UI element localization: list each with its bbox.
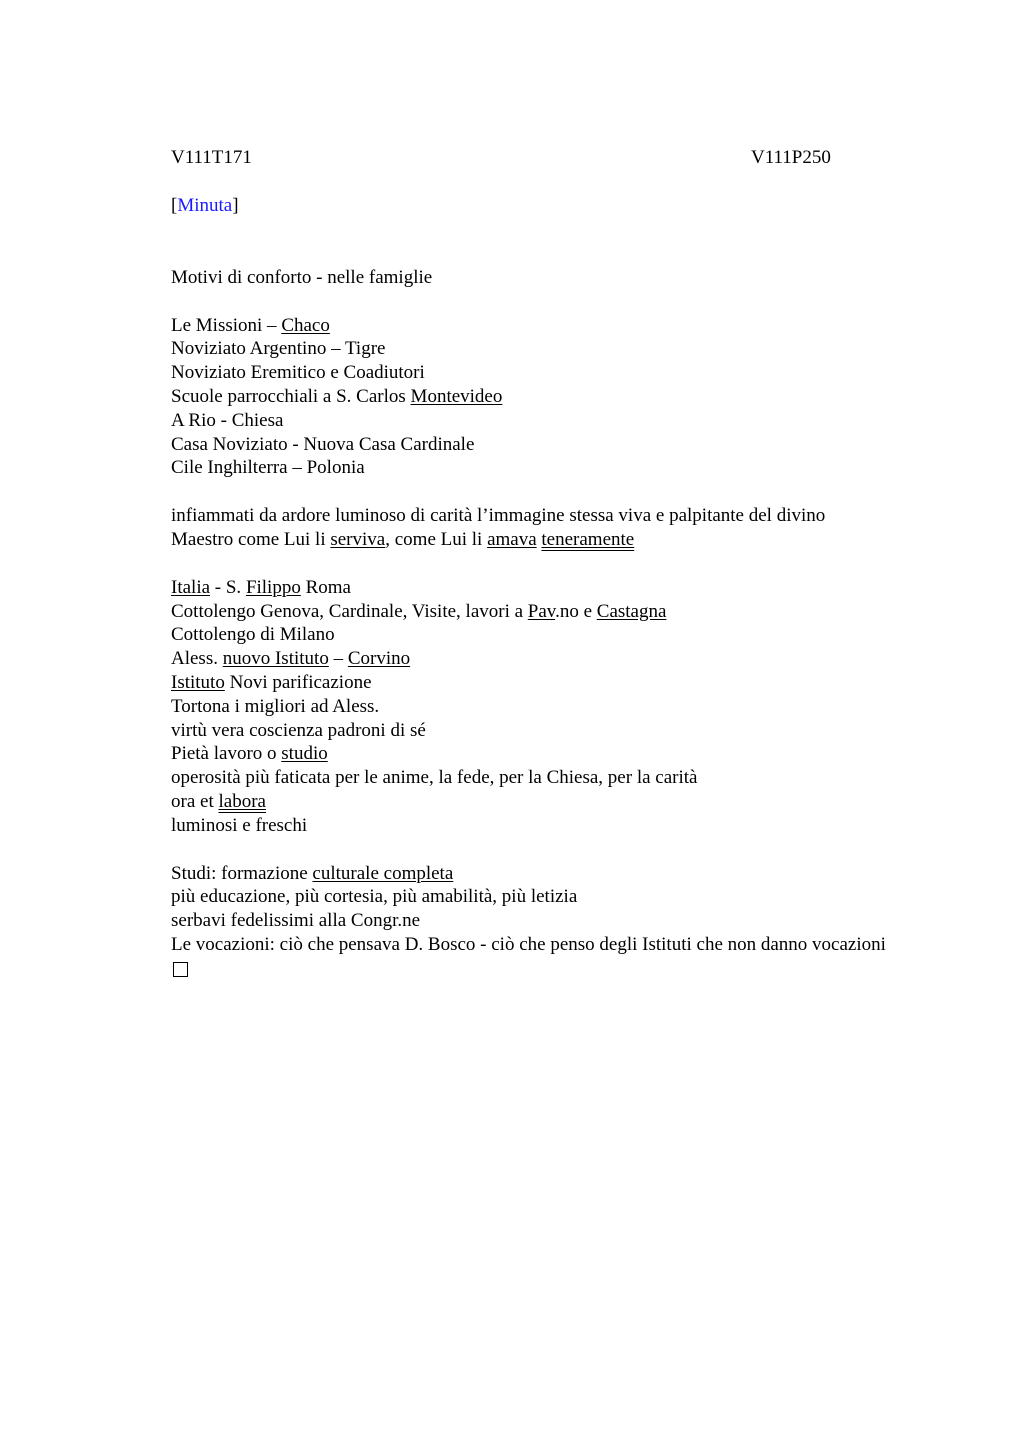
left-code: V111T171	[171, 147, 252, 168]
list-item: luminosi e freschi	[171, 814, 308, 836]
list-item: A Rio - Chiesa	[171, 409, 284, 431]
list-item: Cottolengo di Milano	[171, 624, 335, 646]
studi-list	[171, 862, 891, 984]
list-item: Pietà lavoro o studio	[171, 743, 328, 765]
list-item: Cottolengo Genova, Cardinale, Visite, lavori a Pav.no e Castagna	[171, 600, 667, 622]
list-item: Le vocazioni: ciò che pensava D. Bosco - ciò che penso degli Istituti che non danno vocazioni	[171, 933, 886, 955]
list-item: Aless. nuovo Istituto – Corvino	[171, 648, 411, 670]
list-item: ora et labora	[171, 790, 266, 812]
minuta-tag: [Minuta]	[171, 195, 239, 216]
end-box	[171, 957, 891, 984]
document-header	[171, 146, 891, 170]
document-page	[171, 146, 891, 984]
list-item: Italia - S. Filippo Roma	[171, 576, 351, 598]
list-item: Cile Inghilterra – Polonia	[171, 457, 365, 479]
italia-list	[171, 576, 891, 838]
list-item: più educazione, più cortesia, più amabilità, più letizia	[171, 886, 578, 908]
paragraph: infiammati da ardore luminoso di carità l’immagine stessa viva e palpitante del divino Maestro come Lui li serviva, come Lui li amava teneramente	[171, 505, 826, 550]
right-code: V111P250	[751, 147, 831, 168]
section-title: Motivi di conforto - nelle famiglie	[171, 266, 433, 288]
list-item: Tortona i migliori ad Aless.	[171, 695, 380, 717]
list-item: Studi: formazione culturale completa	[171, 862, 454, 884]
list-item: Le Missioni – Chaco	[171, 314, 330, 336]
list-item: Noviziato Eremitico e Coadiutori	[171, 362, 425, 384]
minuta-link[interactable]: Minuta	[177, 195, 233, 216]
list-item: Casa Noviziato - Nuova Casa Cardinale	[171, 433, 475, 455]
missions-list	[171, 314, 891, 481]
list-item: virtù vera coscienza padroni di sé	[171, 719, 426, 741]
list-item: serbavi fedelissimi alla Congr.ne	[171, 910, 421, 932]
checkbox-square-icon	[173, 962, 188, 977]
list-item: Noviziato Argentino – Tigre	[171, 338, 386, 360]
list-item: operosità più faticata per le anime, la fede, per la Chiesa, per la carità	[171, 767, 698, 789]
list-item: Scuole parrocchiali a S. Carlos Montevideo	[171, 385, 503, 407]
list-item: Istituto Novi parificazione	[171, 671, 372, 693]
